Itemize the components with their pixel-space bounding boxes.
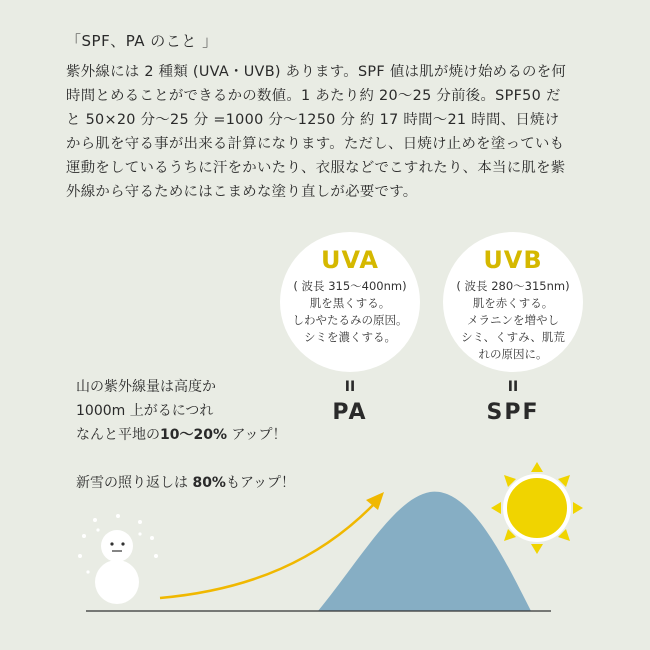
altitude-note-suffix: アップ！ [227,427,287,443]
uvb-effect-line: 肌を赤くする。 [472,296,554,310]
uva-title: UVA [320,246,379,274]
uvb-equals-sign: II [507,379,519,395]
altitude-percentage: 10〜20% [160,427,227,443]
body-line: 時間とめることができるかの数値。1 あたり約 20〜25 分前後。SPF50 だ [66,88,561,104]
pa-label: PA [332,400,368,425]
body-line: 運動をしているうちに汗をかいたり、衣服などでこすれたり、本当に肌を紫 [66,160,566,176]
altitude-note-line: 山の紫外線量は高度か [76,379,216,395]
body-line: 外線から守るためにはこまめな塗り直しが必要です。 [66,184,418,200]
body-line: と 50×20 分〜25 分 =1000 分〜1250 分 約 17 時間〜21 時間、日焼け [66,112,560,128]
snow-note-suffix: もアップ！ [225,475,295,491]
altitude-note-prefix: なんと平地の [76,427,160,443]
uvb-effect-line: れの原因に。 [478,347,548,361]
uva-equals-sign: II [344,379,356,395]
uvb-wavelength: ( 波長 280〜315nm) [456,279,570,293]
uva-effect-line: しわやたるみの原因。 [292,313,408,327]
body-line: 紫外線には 2 種類 (UVA・UVB) あります。SPF 値は肌が焼け始めるのを何 [66,64,567,80]
uva-wavelength: ( 波長 315〜400nm) [293,279,407,293]
section-heading: 「SPF、PA のこと 」 [66,32,218,50]
uvb-effect-line: メラニンを増やし [467,313,559,327]
spf-label: SPF [486,400,540,425]
snow-note-prefix: 新雪の照り返しは [76,475,193,491]
uva-effect-line: 肌を黒くする。 [309,296,391,310]
altitude-note-line: 1000m 上がるにつれ [76,403,214,419]
uva-effect-line: シミを濃くする。 [304,330,396,344]
uvb-effect-line: シミ、くすみ、肌荒 [461,330,565,344]
arrow-head-icon [366,492,384,510]
sun-icon [491,462,583,554]
uvb-title: UVB [483,246,543,274]
body-line: から肌を守る事が出来る計算になります。ただし、日焼け止めを塗っていも [66,136,565,152]
snow-percentage: 80% [192,475,226,491]
snowman-icon [95,530,139,604]
